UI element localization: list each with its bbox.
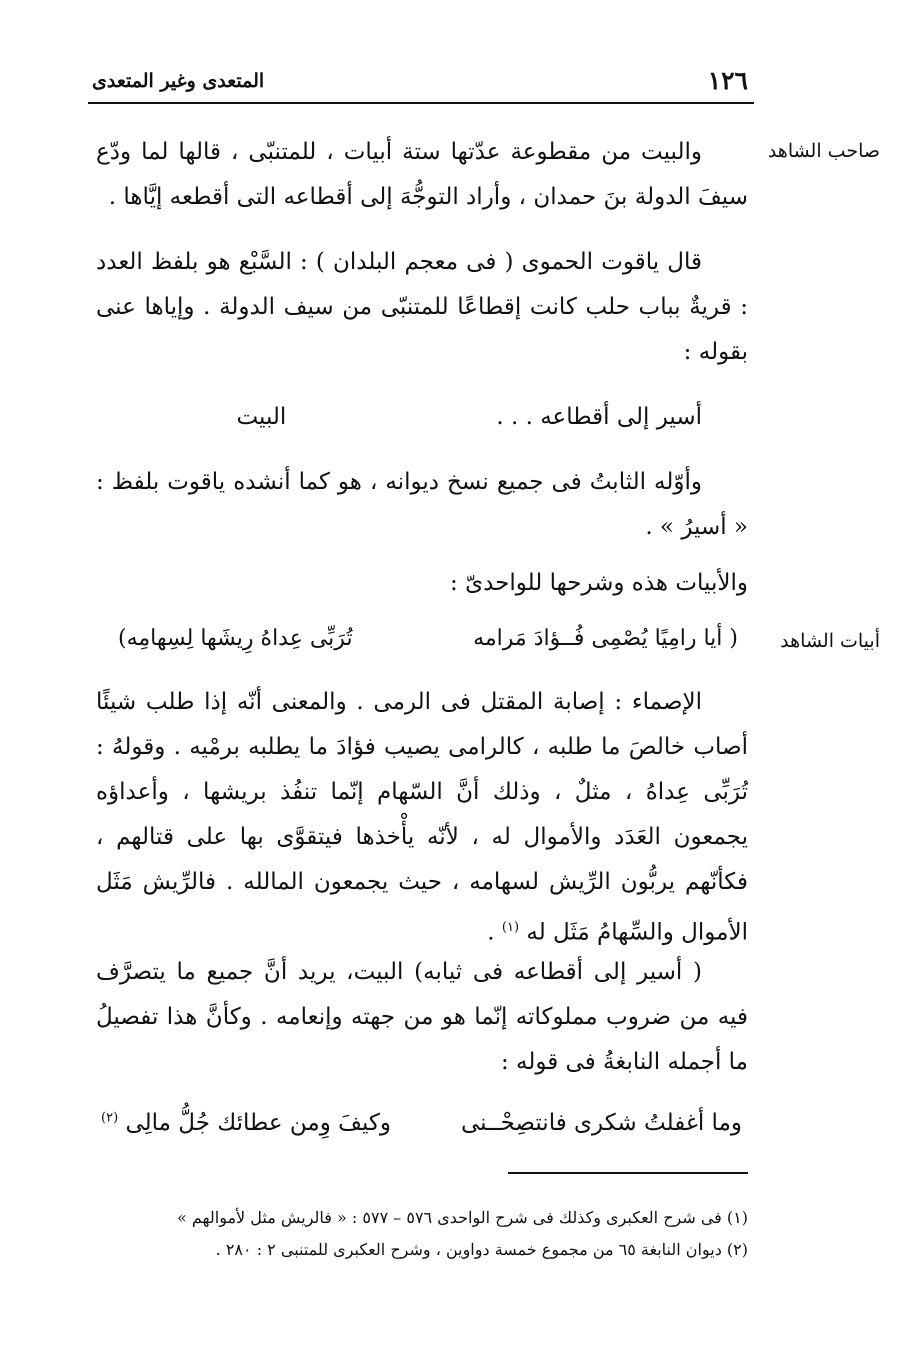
verse-1-hemistich-a: أسير إلى أقطاعه . . .	[496, 404, 702, 430]
verse-2-hemistich-b: تُرَبِّى عِداهُ رِيشَها لِسِهامِه)	[118, 626, 353, 651]
footnote-ref-2: (٢)	[101, 1110, 119, 1126]
paragraph-3: وأوّله الثابتُ فى جميع نسخ ديوانه ، هو كما أنشده ياقوت بلفظ : « أسيرُ » .	[96, 469, 748, 540]
verse-3-hemistich-b: وكيفَ وِمن عطائك جُلُّ مالِى	[125, 1110, 391, 1136]
paragraph-6: ( أسير إلى أقطاعه فى ثيابه) البيت، يريد أنَّ جميع ما يتصرَّف فيه من ضروب مملوكاته إنّما هو من جهته وإنعامه . وكأنَّ هذا تفصيلُ ما أجمله النابغةُ فى قوله :	[96, 959, 748, 1075]
running-title: المتعدى وغير المتعدى	[92, 70, 265, 92]
paragraph-1: والبيت من مقطوعة عدّتها ستة أبيات ، للمتنبّى ، قالها لما ودّع سيفَ الدولة بنَ حمدان ، وأراد التوجُّهَ إلى أقطاعه التى أقطعه إيَّاها .	[96, 139, 748, 210]
main-text	[96, 0, 748, 1360]
verse-1-hemistich-b: البيت	[236, 404, 287, 430]
paragraph-2: قال ياقوت الحموى ( فى معجم البلدان ) : السَّبْع هو بلفظ العدد : قريةٌ بباب حلب كانت إقطاعًا للمتنبّى من سيف الدولة . وإياها عنى بقوله :	[96, 249, 748, 365]
margin-note-verses: أبيات الشاهد	[780, 630, 880, 652]
paragraph-4: والأبيات هذه وشرحها للواحدىّ :	[450, 570, 748, 596]
paragraph-5-text: الإصماء : إصابة المقتل فى الرمى . والمعنى أنّه إذا طلب شيئًا أصاب خالصَ ما طلبه ، كالرامى يصيب فؤادَ ما يطلبه برمْيه . وقولهُ : تُرَبِّى عِداهُ ، مثلٌ ، وذلك أنَّ السّهام إنّما تنفُذ بريشها ، وأعداؤه يجمعون العَدَد والأموال له ، لأنّه يأْخذها فيتقوَّى بها على قتالهم ، فكأنّهم يربُّون الرِّيش لسهامه ، حيث يجمعون المالله . فالرِّيش مَثَل الأموال والسِّهامُ مَثَل له	[96, 689, 748, 946]
footnote-ref-1: (١)	[501, 920, 520, 935]
footnote-2: (٢) ديوان النابغة ٦٥ من مجموع خمسة دواوين ، وشرح العكبرى للمتنبى ٢ : ٢٨٠ .	[215, 1240, 748, 1259]
paragraph-5	[96, 680, 748, 956]
verse-3-hemistich-b-wrap	[101, 1110, 391, 1136]
footnote-1: (١) فى شرح العكبرى وكذلك فى شرح الواحدى ٥٧٦ – ٥٧٧ : « فالريش مثل لأموالهم »	[177, 1208, 748, 1227]
page-number: ١٢٦	[707, 66, 748, 95]
verse-1	[96, 404, 748, 430]
verse-3	[102, 1110, 742, 1136]
footnote-divider	[508, 1172, 748, 1174]
paragraph-5-end: .	[487, 919, 495, 946]
verse-2-hemistich-a: ( أيا رامِيًا يُصْمِى فُــؤادَ مَرامه	[473, 626, 738, 651]
verse-2	[118, 626, 738, 651]
margin-note-source: صاحب الشاهد	[767, 140, 880, 162]
verse-3-hemistich-a: وما أغفلتُ شكرى فانتصِحْــنى	[460, 1110, 742, 1136]
